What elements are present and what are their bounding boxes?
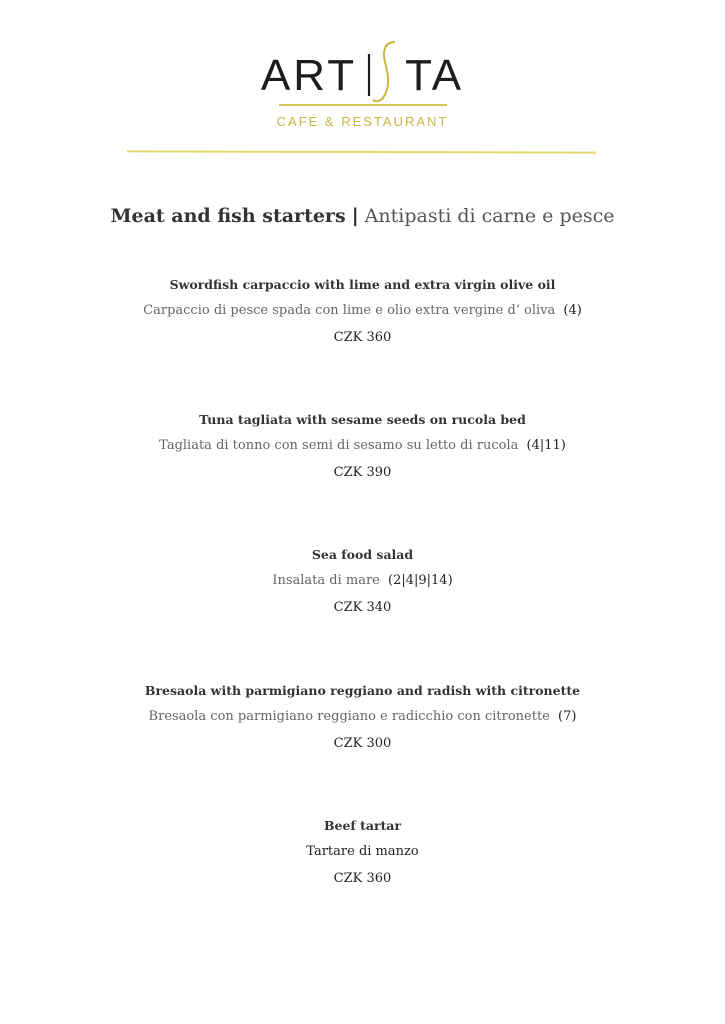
menu-item-description-text: Bresaola con parmigiano reggiano e radicchio con citronette xyxy=(148,709,550,724)
menu-item xyxy=(0,410,725,483)
menu-item-description xyxy=(0,436,725,456)
menu-item-description xyxy=(0,571,725,591)
menu-item-name: Tuna tagliata with sesame seeds on rucola bed xyxy=(199,412,526,427)
section-title-en: Meat and fish starters xyxy=(110,205,346,227)
menu-item xyxy=(0,545,725,618)
brand-name-right: TA xyxy=(405,51,465,100)
section-title-separator: | xyxy=(351,205,359,227)
menu-item-description xyxy=(0,707,725,727)
menu-item xyxy=(0,275,725,348)
menu-item xyxy=(0,681,725,754)
menu-item-allergens: (2|4|9|14) xyxy=(388,573,453,588)
menu-item-description-text: Tartare di manzo xyxy=(306,844,419,859)
menu-item-price: CZK 340 xyxy=(333,600,392,615)
menu-item-description-text: Carpaccio di pesce spada con lime e olio extra vergine d‘ oliva xyxy=(143,303,556,318)
brand-is-monogram-icon xyxy=(361,40,401,102)
menu-item-description xyxy=(0,842,725,862)
menu-item-name: Beef tartar xyxy=(323,818,402,833)
menu-item xyxy=(0,816,725,889)
menu-item-description xyxy=(0,301,725,321)
menu-item-description-text: Insalata di mare xyxy=(272,573,380,588)
menu-item-allergens: (4|11) xyxy=(526,438,566,453)
menu-item-name: Swordfish carpaccio with lime and extra virgin olive oil xyxy=(169,277,556,292)
menu-item-name: Bresaola with parmigiano reggiano and radish with citronette xyxy=(144,683,581,698)
menu-item-price: CZK 360 xyxy=(333,871,392,886)
menu-item-name: Sea food salad xyxy=(311,547,414,562)
menu-item-allergens: (7) xyxy=(558,709,577,724)
menu-item-description-text: Tagliata di tonno con semi di sesamo su letto di rucola xyxy=(159,438,519,453)
section-title xyxy=(0,205,725,227)
section-title-it: Antipasti di carne e pesce xyxy=(364,205,615,227)
brand-subtitle: CAFÉ & RESTAURANT xyxy=(276,114,449,129)
menu-item-price: CZK 390 xyxy=(333,465,392,480)
brand-name-left: ART xyxy=(260,51,358,100)
header-divider xyxy=(127,150,596,153)
menu-item-price: CZK 360 xyxy=(333,330,392,345)
brand-underline xyxy=(279,104,447,106)
menu-item-allergens: (4) xyxy=(563,303,582,318)
menu-item-price: CZK 300 xyxy=(333,736,392,751)
brand-logo xyxy=(0,40,725,129)
brand-wordmark xyxy=(0,40,725,102)
